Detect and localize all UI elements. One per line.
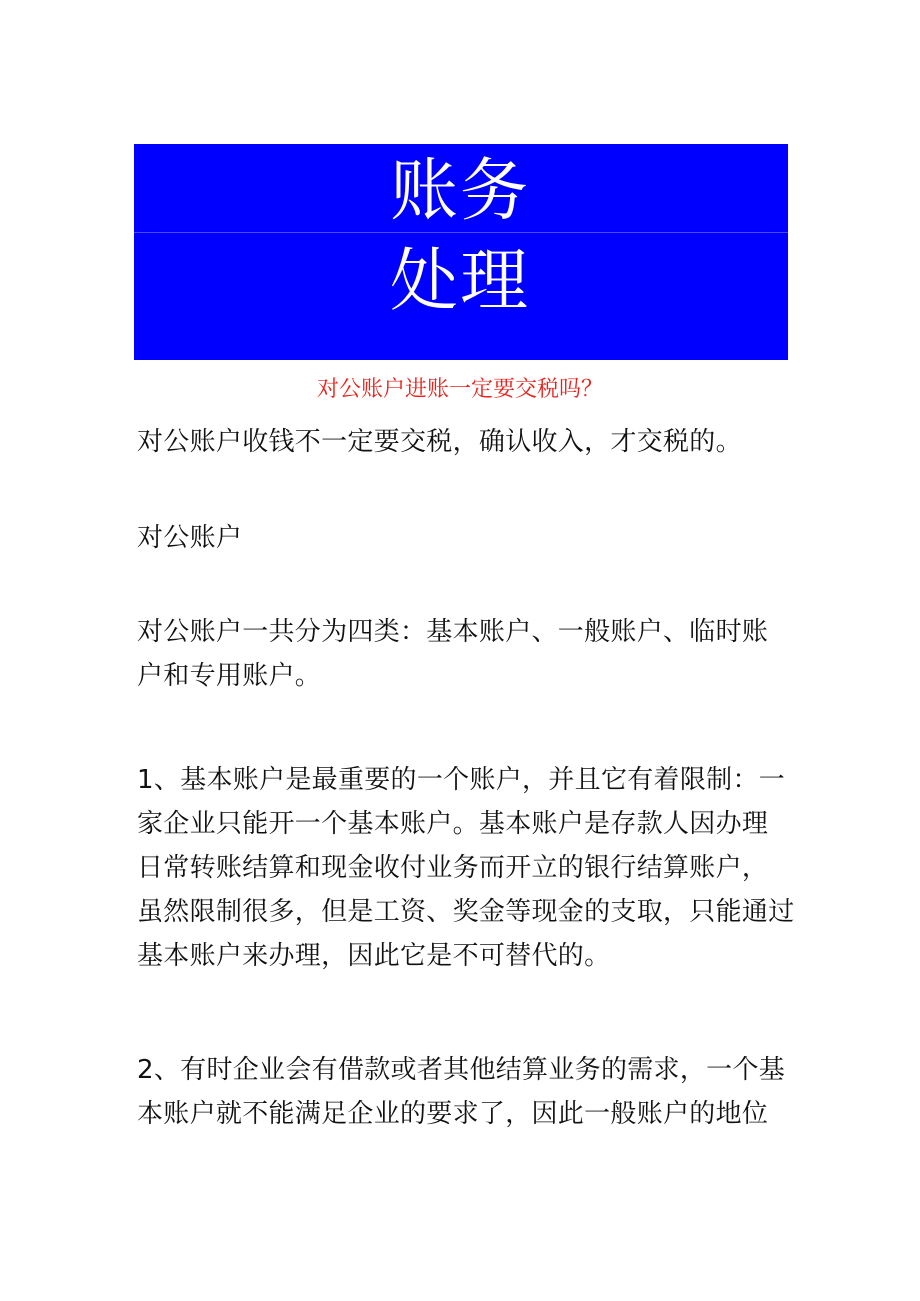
paragraph-line: 对公账户一共分为四类：基本账户、一般账户、临时账 [137, 617, 769, 647]
question-heading: 对公账户进账一定要交税吗？ [316, 377, 603, 402]
paragraph-line: 对公账户 [137, 523, 243, 553]
paragraph-1 [137, 420, 792, 464]
paragraph-line: 本账户就不能满足企业的要求了，因此一般账户的地位 [137, 1099, 769, 1129]
banner-divider [134, 232, 788, 233]
banner-title-line1: 账务 [389, 152, 530, 231]
paragraph-2 [137, 516, 792, 560]
paragraph-4 [137, 758, 795, 978]
paragraph-line: 对公账户收钱不一定要交税，确认收入，才交税的。 [137, 427, 742, 457]
paragraph-line: 2、有时企业会有借款或者其他结算业务的需求，一个基 [137, 1055, 786, 1085]
paragraph-line: 户和专用账户。 [137, 661, 322, 691]
paragraph-3 [137, 610, 792, 698]
paragraph-line: 基本账户来办理，因此它是不可替代的。 [137, 941, 611, 971]
banner-title-line2: 处理 [389, 242, 530, 321]
paragraph-line: 虽然限制很多，但是工资、奖金等现金的支取，只能通过 [137, 897, 795, 927]
paragraph-line: 家企业只能开一个基本账户。基本账户是存款人因办理 [137, 809, 769, 839]
paragraph-line: 日常转账结算和现金收付业务而开立的银行结算账户， [137, 853, 769, 883]
paragraph-5 [137, 1048, 792, 1136]
paragraph-line: 1、基本账户是最重要的一个账户，并且它有着限制：一 [137, 765, 786, 795]
